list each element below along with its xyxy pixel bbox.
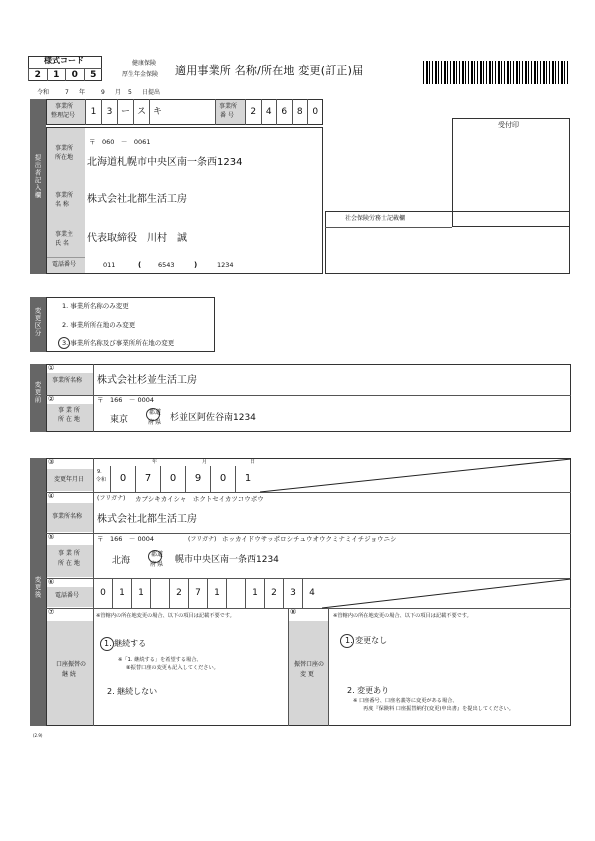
strike-line-3 (260, 458, 572, 493)
tel-cell: 1 (112, 578, 131, 608)
form-code-digit: 5 (84, 69, 103, 81)
footer-code: (2.9) (33, 733, 43, 738)
reception-stamp-label: 受付印 (498, 121, 519, 129)
submitter-office-name: 株式会社北都生活工房 (87, 194, 187, 205)
sec8-no-change: 1. 変更なし (345, 636, 388, 645)
change-option-2: 2. 事業所所在地のみ変更 (62, 321, 136, 329)
after-address-kana: ホッカイドウサッポロシチュウオウクミナミイチジョウニシ (222, 535, 397, 543)
office-code-cell: 1 (85, 99, 101, 125)
form-code-digit: 1 (47, 69, 66, 81)
sec8-change: 2. 変更あり (347, 686, 390, 695)
tel-cell: 2 (264, 578, 283, 608)
after-postal: 〒 166 － 0004 (97, 535, 155, 543)
change-date-cell: 9 (185, 466, 210, 492)
change-date-cell: 7 (135, 466, 160, 492)
before-postal: 〒 166 － 0004 (97, 396, 155, 404)
office-number-cell: 6 (276, 99, 292, 125)
office-number-cell: 8 (292, 99, 308, 125)
change-date-cell: 1 (235, 466, 260, 492)
before-address: 杉並区阿佐谷南1234 (170, 413, 256, 423)
tel-cell: 1 (131, 578, 150, 608)
office-number-cell: 2 (245, 99, 261, 125)
after-address: 幌市中央区南一条西1234 (175, 555, 279, 565)
tel-cell: 7 (188, 578, 207, 608)
change-date-cell: 0 (160, 466, 185, 492)
change-option-3: 3. 事業所名称及び事業所所在地の変更 (62, 339, 175, 347)
submitter-postal: 〒 060 － 0061 (89, 138, 151, 146)
strike-line-6 (322, 578, 572, 609)
insurance-type-health: 健康保険 (132, 60, 157, 67)
before-prefecture: 東京 (110, 415, 129, 425)
change-date-cell: 0 (210, 466, 235, 492)
sharoushi-label: 社会保険労務士記載欄 (345, 215, 406, 222)
office-code-cell: ー (117, 99, 133, 125)
tel-cell: 4 (302, 578, 321, 608)
tel-cell: 1 (245, 578, 264, 608)
change-date-cell: 0 (110, 466, 135, 492)
sec7-continue: 1. 継続する (104, 639, 147, 648)
change-option-1: 1. 事業所名称のみ変更 (62, 302, 129, 310)
after-prefecture: 北海 (112, 556, 131, 566)
tel-cell (226, 578, 245, 608)
before-office-name: 株式会社杉並生活工房 (97, 375, 197, 386)
submitter-address: 北海道札幌市中央区南一条西1234 (87, 157, 243, 168)
barcode (423, 61, 569, 84)
form-code-digit: 0 (65, 69, 84, 81)
after-office-name-kana: カブシキカイシャ ホクトセイカツコウボウ (135, 495, 264, 503)
submitter-owner-name: 代表取締役 川村 誠 (87, 233, 187, 244)
form-title: 適用事業所 名称/所在地 変更(訂正)届 (175, 64, 364, 77)
insurance-type-pension: 厚生年金保険 (122, 71, 159, 78)
office-number-cell: 4 (261, 99, 277, 125)
submitter-side-label: 提出者記入欄 (33, 154, 42, 199)
form-code-digit: 2 (28, 69, 47, 81)
tel-cell: 3 (283, 578, 302, 608)
tel-cell: 1 (207, 578, 226, 608)
office-code-cell: ス (133, 99, 149, 125)
form-code-label: 様式コード (44, 56, 84, 65)
after-office-name: 株式会社北都生活工房 (97, 514, 197, 525)
tel-cell (150, 578, 169, 608)
sec7-not-continue: 2. 継続しない (107, 687, 158, 696)
office-code-cell: 3 (101, 99, 117, 125)
tel-cell: 0 (93, 578, 112, 608)
tel-cell: 2 (169, 578, 188, 608)
office-code-cell: キ (149, 99, 165, 125)
submitter-tel: 011 (103, 261, 116, 269)
office-number-cell: 0 (307, 99, 323, 125)
